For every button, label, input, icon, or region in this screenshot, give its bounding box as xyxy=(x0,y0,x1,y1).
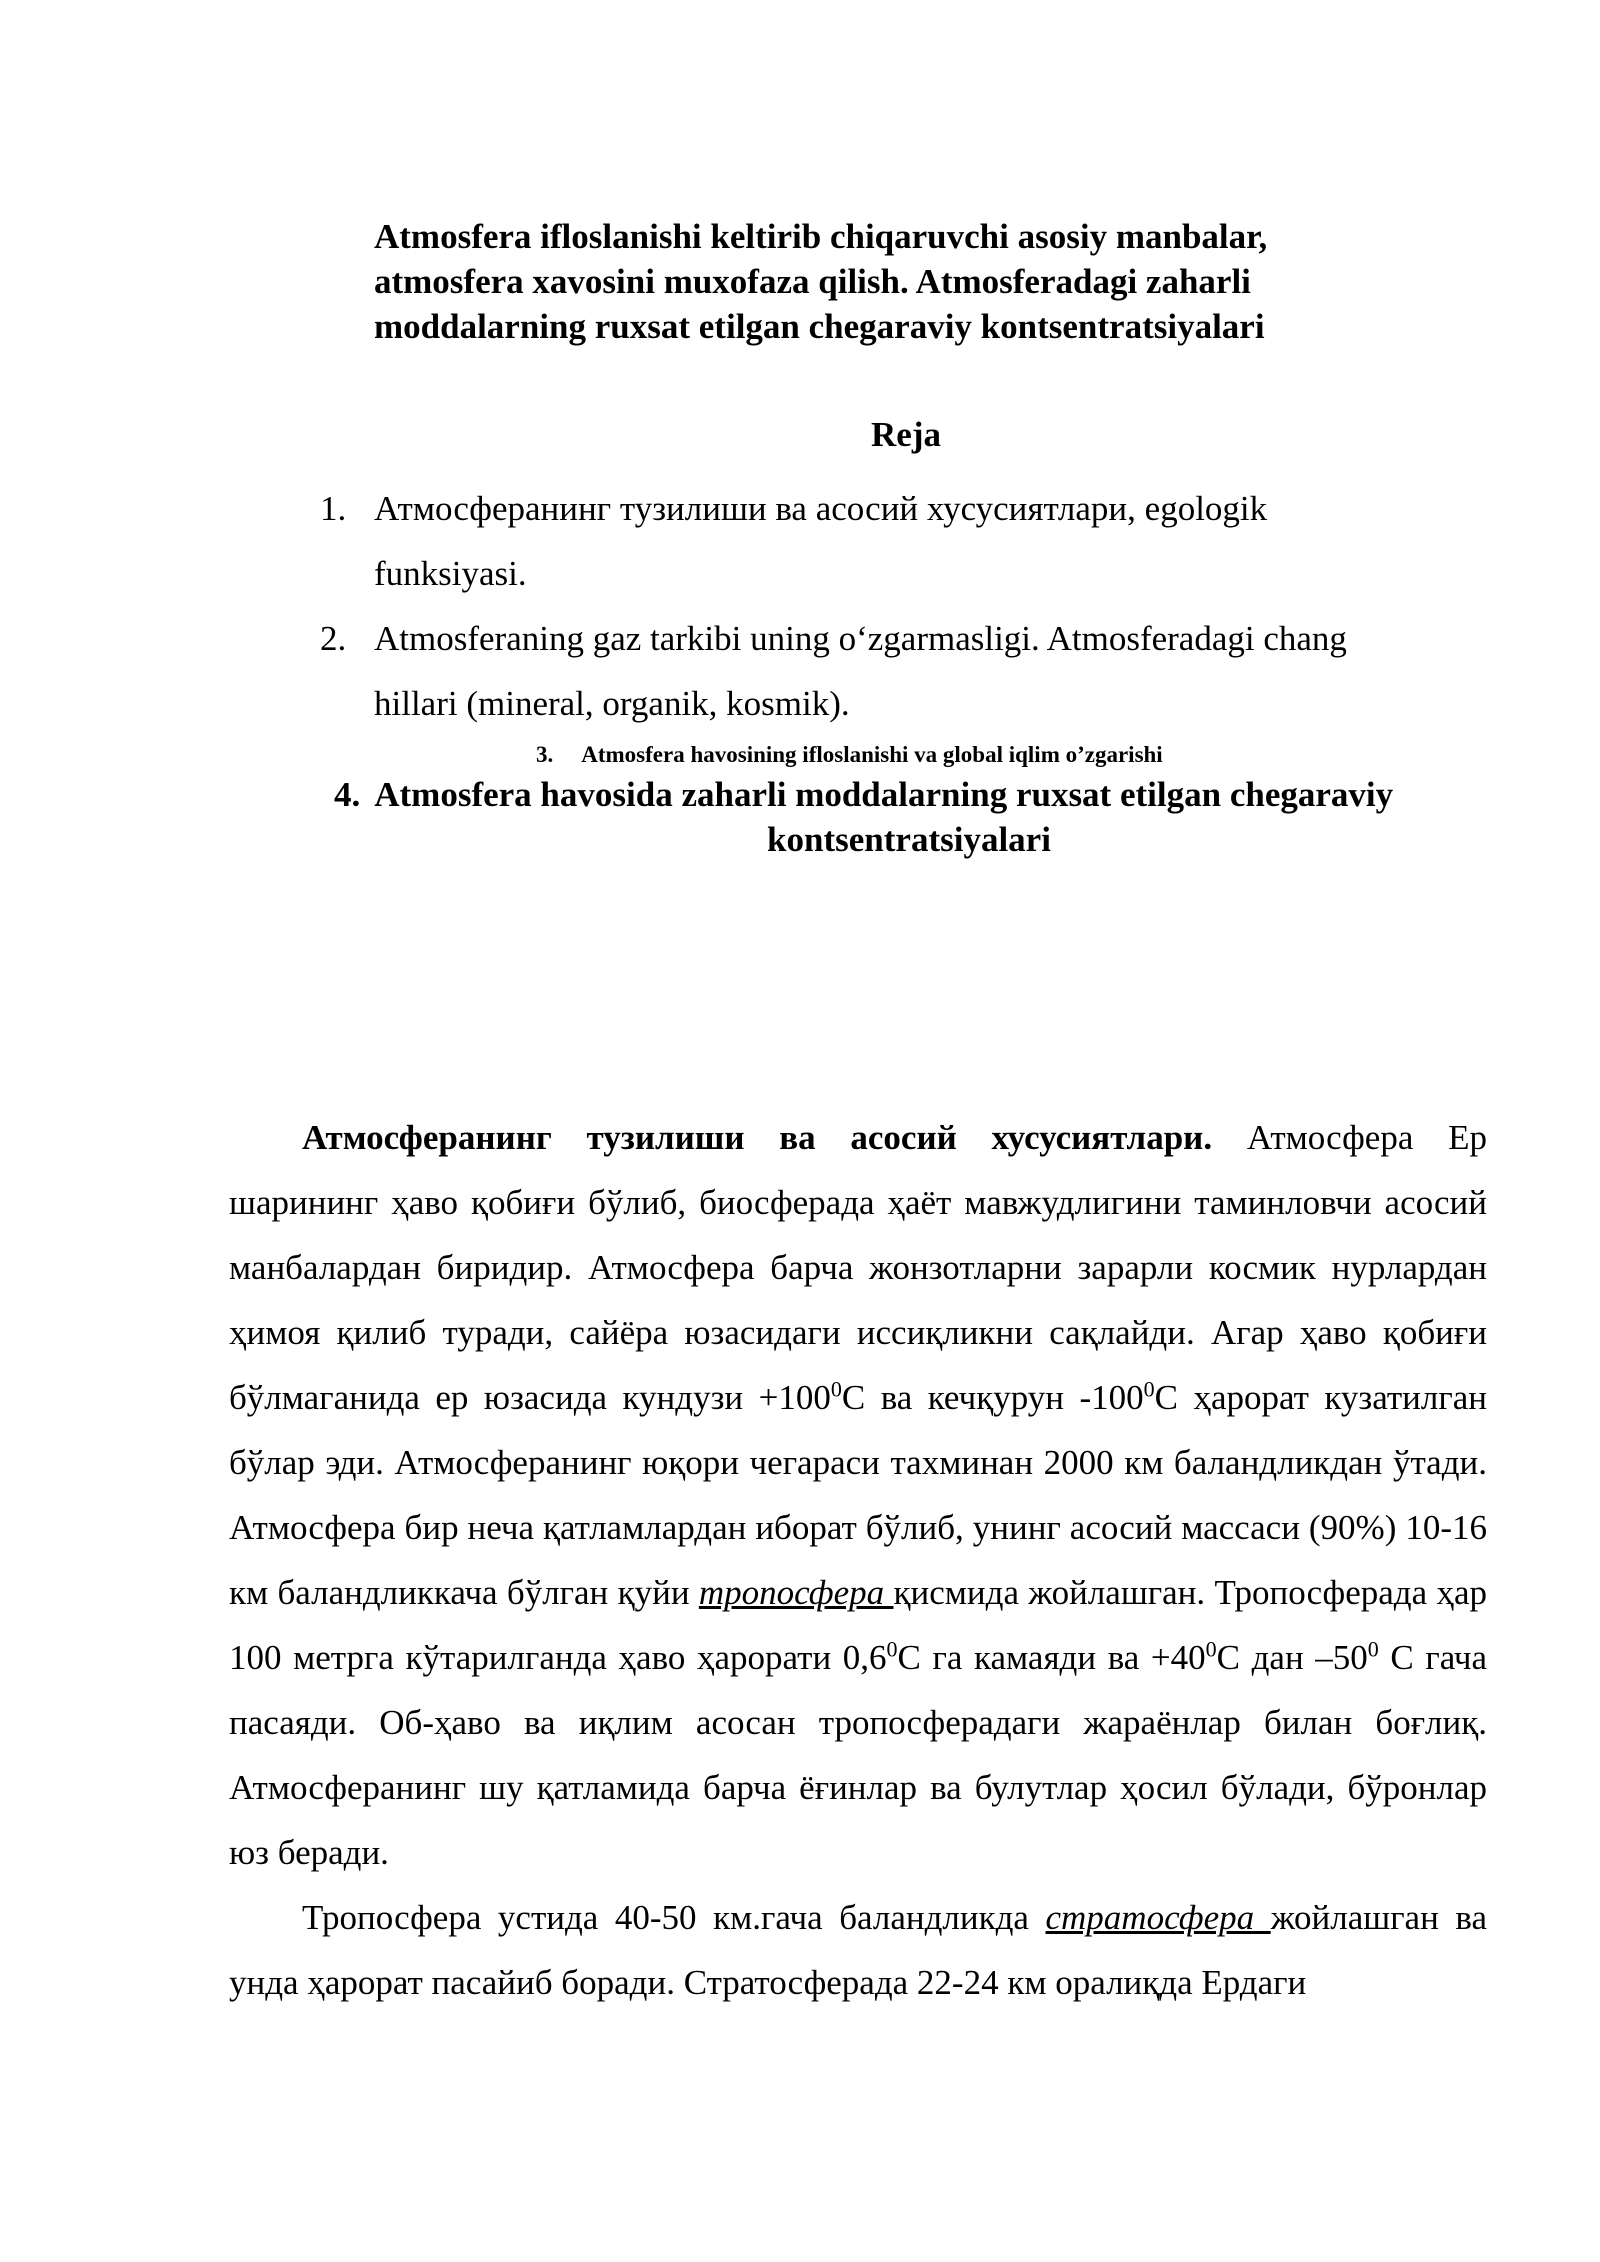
paragraph-text: С дан –50 xyxy=(1216,1638,1368,1677)
plan-item-text xyxy=(320,476,1460,606)
paragraph-text: жойлашган ва унда ҳарорат пасайиб боради. Стратосферада 22-24 км оралиқда Ердаги xyxy=(229,1898,1487,2002)
plan-item-text xyxy=(320,606,1460,736)
plan-item-line: hillari (mineral, organik, kosmik). xyxy=(374,684,850,723)
paragraph-text: С га камаяди ва +40 xyxy=(897,1638,1206,1677)
superscript: 0 xyxy=(830,1376,842,1402)
superscript: 0 xyxy=(1205,1636,1217,1662)
section-heading: Атмосферанинг тузилиши ва асосий хусусиятлари. xyxy=(302,1118,1213,1157)
plan-item-3 xyxy=(536,740,1163,770)
paragraph-text: С гача пасаяди. Об-ҳаво ва иқлим асосан тропосферадаги жараёнлар билан боғлиқ. Атмосферанинг шу қатламида барча ёғинлар ва булутлар ҳосил бўлади, бўронлар юз беради. xyxy=(229,1638,1487,1872)
plan-list xyxy=(320,476,1460,736)
plan-item-1 xyxy=(320,476,1460,606)
plan-item-line xyxy=(334,772,1484,817)
title-line-1: Atmosfera ifloslanishi keltirib chiqaruvchi asosiy manbalar, xyxy=(374,217,1268,256)
plan-item-number: 3. xyxy=(536,742,554,767)
plan-item-number: 4. xyxy=(334,775,361,814)
paragraph-text: қисмида жойлашган. Тропосферада ҳар 100 метрга кўтарилганда ҳаво ҳарорати 0,6 xyxy=(229,1573,1487,1677)
paragraph-text: Тропосфера устида 40-50 км.гача баландликда xyxy=(302,1898,1046,1937)
plan-item-line: kontsentratsiyalari xyxy=(767,820,1051,859)
plan-item-4 xyxy=(334,772,1484,862)
term-stratosphere: стратосфера xyxy=(1045,1898,1271,1937)
title-line-2: atmosfera xavosini muxofaza qilish. Atmosferadagi zaharli xyxy=(374,262,1251,301)
plan-heading: Reja xyxy=(871,415,941,454)
plan-item-number: 1. xyxy=(320,489,347,528)
superscript: 0 xyxy=(1143,1376,1155,1402)
plan-item-2 xyxy=(320,606,1460,736)
term-troposphere: тропосфера xyxy=(698,1573,894,1612)
superscript: 0 xyxy=(886,1636,898,1662)
plan-item-line: Atmosferaning gaz tarkibi uning o‘zgarmasligi. Atmosferadagi chang xyxy=(374,619,1347,658)
plan-item-line: Атмосферанинг тузилиши ва асосий хусусиятлари, egologik xyxy=(374,489,1268,528)
plan-item-number: 2. xyxy=(320,619,347,658)
plan-item-text: Atmosfera havosida zaharli moddalarning ruxsat etilgan chegaraviy xyxy=(374,775,1394,814)
paragraph-text: С ва кечқурун -100 xyxy=(841,1378,1144,1417)
paragraph-2 xyxy=(229,1885,1487,2015)
document-title xyxy=(374,214,1374,349)
paragraph-text: Атмосфера Ер шарининг ҳаво қобиғи бўлиб, биосферада ҳаёт мавжудлигини таминловчи асосий манбалардан биридир. Атмосфера барча жонзотларни зарарли космик нурлардан ҳимоя қилиб туради, сайёра юзасидаги иссиқликни сақлайди. Агар ҳаво қобиғи бўлмаганида ер юзасида кундузи +100 xyxy=(229,1118,1487,1417)
paragraph-1 xyxy=(229,1105,1487,1885)
plan-item-text: Atmosfera havosining ifloslanishi va global iqlim o’zgarishi xyxy=(581,742,1163,767)
superscript: 0 xyxy=(1367,1636,1379,1662)
paragraph-text: С ҳарорат кузатилган бўлар эди. Атмосферанинг юқори чегараси тахминан 2000 км баландликдан ўтади. Атмосфера бир неча қатламлардан иборат бўлиб, унинг асосий массаси (90%) 10-16 км баландликкача бўлган қуйи xyxy=(229,1378,1487,1612)
title-line-3: moddalarning ruxsat etilgan chegaraviy kontsentratsiyalari xyxy=(374,307,1265,346)
body-text xyxy=(229,1105,1487,2015)
plan-item-line: funksiyasi. xyxy=(374,554,527,593)
